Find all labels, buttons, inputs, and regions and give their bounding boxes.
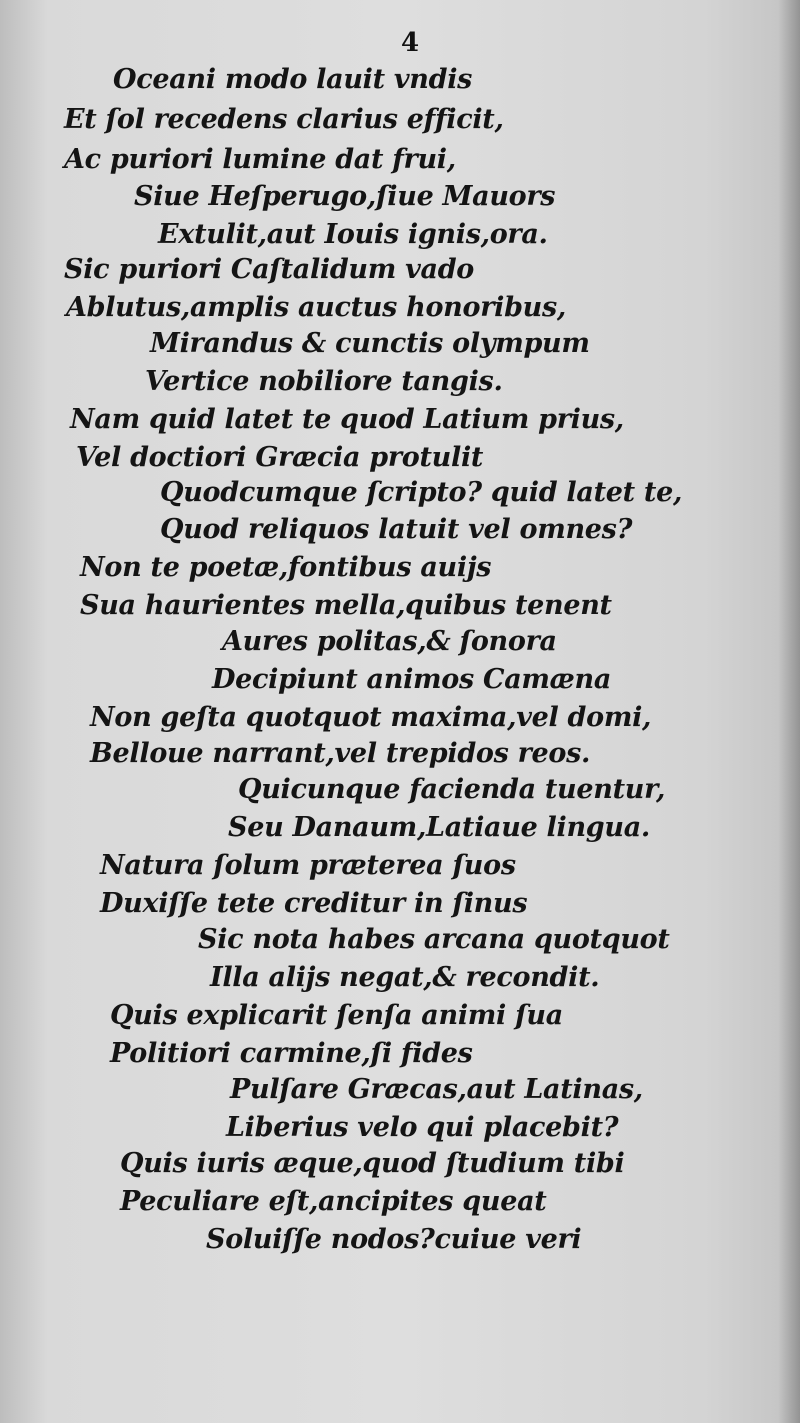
poem-line: Illa alijs negat,& recondit.: [210, 962, 600, 993]
poem-line: Vertice nobiliore tangis.: [145, 366, 503, 397]
poem-line: Decipiunt animos Camæna: [212, 664, 612, 695]
poem-line: Politiori carmine,ſi fides: [110, 1038, 473, 1069]
poem-line: Quis explicarit ſenſa animi ſua: [110, 1000, 563, 1031]
poem-line: Et ſol recedens clarius efficit,: [64, 104, 504, 135]
poem-line: Mirandus & cunctis olympum: [150, 328, 590, 359]
poem-line: Belloue narrant,vel trepidos reos.: [90, 738, 591, 769]
poem-line: Liberius velo qui placebit?: [226, 1112, 619, 1143]
poem-line: Sic nota habes arcana quotquot: [198, 924, 670, 955]
poem-line: Quodcumque ſcripto? quid latet te,: [160, 477, 683, 508]
poem-line: Ac puriori lumine dat frui,: [64, 144, 456, 175]
poem-line: Quicunque facienda tuentur,: [238, 774, 666, 805]
poem-line: Peculiare eſt,ancipites queat: [120, 1186, 547, 1217]
poem-line: Soluiſſe nodos?cuiue veri: [206, 1224, 582, 1255]
poem-line: Duxiſſe tete creditur in ſinus: [100, 888, 528, 919]
poem-line: Non te poetæ,fontibus auijs: [80, 552, 492, 583]
poem-line: Siue Heſperugo,ſiue Mauors: [134, 181, 556, 212]
poem-line: Natura ſolum præterea ſuos: [100, 850, 516, 881]
poem-line: Extulit,aut Iouis ignis,ora.: [158, 219, 548, 250]
poem-line: Oceani modo lauit vndis: [113, 64, 473, 95]
poem-line: Aures politas,& ſonora: [222, 626, 557, 657]
poem-line: Pulſare Græcas,aut Latinas,: [230, 1074, 643, 1105]
poem-line: Sua haurientes mella,quibus tenent: [80, 590, 612, 621]
poem-line: Seu Danaum,Latiaue lingua.: [228, 812, 650, 843]
poem-line: Ablutus,amplis auctus honoribus,: [66, 292, 567, 323]
poem-line: Vel doctiori Græcia protulit: [76, 442, 484, 473]
page-number: 4: [401, 28, 420, 58]
poem-line: Sic puriori Caſtalidum vado: [64, 254, 475, 285]
poem-line: Quis iuris æque,quod ſtudium tibi: [120, 1148, 625, 1179]
page-edge-shadow: [778, 0, 800, 1423]
poem-line: Non geſta quotquot maxima,vel domi,: [90, 702, 652, 733]
poem-line: Quod reliquos latuit vel omnes?: [160, 514, 633, 545]
poem-line: Nam quid latet te quod Latium prius,: [70, 404, 624, 435]
